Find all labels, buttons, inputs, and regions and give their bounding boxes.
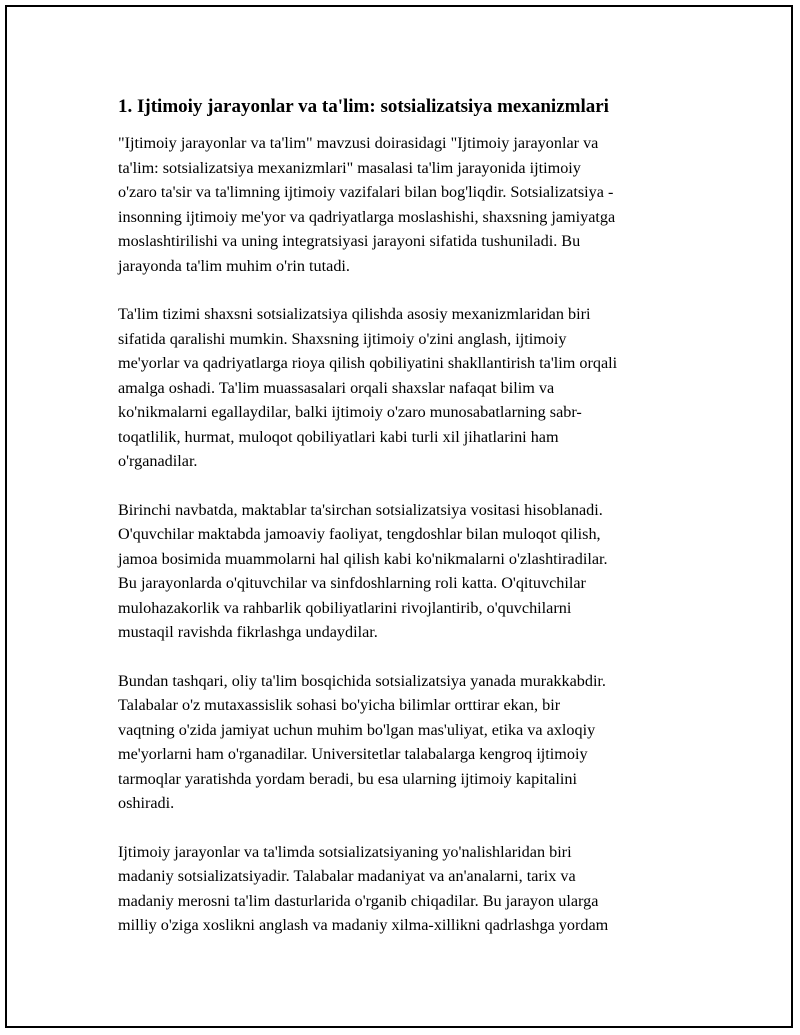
paragraph-4 — [118, 669, 694, 816]
paragraph-line: mustaqil ravishda fikrlashga undaydilar. — [118, 623, 378, 641]
paragraph-line: Birinchi navbatda, maktablar ta'sirchan sotsializatsiya vositasi hisoblanadi. — [118, 500, 603, 519]
paragraph-line: oshiradi. — [118, 794, 175, 812]
paragraph-line: ta'lim: sotsializatsiya mexanizmlari" masalasi ta'lim jarayonida ijtimoiy — [118, 158, 581, 177]
paragraph-line: moslashtirilishi va uning integratsiyasi jarayoni sifatida tushuniladi. Bu — [118, 232, 581, 250]
paragraph-line: o'zaro ta'sir va ta'limning ijtimoiy vazifalari bilan bog'liqdir. Sotsializatsiya - — [118, 183, 614, 201]
paragraph-line: Ta'lim tizimi shaxsni sotsializatsiya qilishda asosiy mexanizmlaridan biri — [118, 305, 591, 323]
paragraph-line: jamoa bosimida muammolarni hal qilish kabi ko'nikmalarni o'zlashtiradilar. — [118, 549, 608, 568]
paragraph-line: Talabalar o'z mutaxassislik sohasi bo'yicha bilimlar orttirar ekan, bir — [118, 696, 561, 714]
paragraph-line: vaqtning o'zida jamiyat uchun muhim bo'lgan mas'uliyat, etika va axloqiy — [118, 720, 596, 739]
paragraph-5 — [118, 840, 694, 938]
paragraph-line: me'yorlar va qadriyatlarga rioya qilish qobiliyatini shakllantirish ta'lim orqali — [118, 354, 618, 372]
paragraph-line: insonning ijtimoiy me'yor va qadriyatlarga moslashishi, shaxsning jamiyatga — [118, 207, 616, 226]
paragraph-1 — [118, 131, 694, 278]
paragraph-line: mulohazakorlik va rahbarlik qobiliyatlarini rivojlantirib, o'quvchilarni — [118, 598, 572, 617]
paragraph-line: jarayonda ta'lim muhim o'rin tutadi. — [118, 256, 350, 275]
paragraph-line: milliy o'ziga xoslikni anglash va madaniy xilma-xillikni qadrlashga yordam — [118, 916, 609, 934]
paragraph-line: O'quvchilar maktabda jamoaviy faoliyat, tengdoshlar bilan muloqot qilish, — [118, 525, 601, 543]
section-heading: 1. Ijtimoiy jarayonlar va ta'lim: sotsializatsiya mexanizmlari — [118, 96, 609, 117]
paragraph-line: Bundan tashqari, oliy ta'lim bosqichida sotsializatsiya yanada murakkabdir. — [118, 671, 606, 690]
paragraph-line: toqatlilik, hurmat, muloqot qobiliyatlari kabi turli xil jihatlarini ham — [118, 427, 559, 446]
paragraph-line: tarmoqlar yaratishda yordam beradi, bu esa ularning ijtimoiy kapitalini — [118, 769, 577, 788]
paragraph-line: madaniy merosni ta'lim dasturlarida o'rganib chiqadilar. Bu jarayon ularga — [118, 891, 599, 910]
paragraph-line: ko'nikmalarni egallaydilar, balki ijtimoiy o'zaro munosabatlarning sabr- — [118, 403, 582, 421]
paragraph-line: me'yorlarni ham o'rganadilar. Universitetlar talabalarga kengroq ijtimoiy — [118, 745, 588, 763]
paragraph-line: Ijtimoiy jarayonlar va ta'limda sotsializatsiyaning yo'nalishlaridan biri — [118, 842, 572, 861]
paragraph-line: amalga oshadi. Ta'lim muassasalari orqali shaxslar nafaqat bilim va — [118, 378, 555, 397]
paragraph-2 — [118, 302, 694, 474]
paragraph-line: "Ijtimoiy jarayonlar va ta'lim" mavzusi doirasidagi "Ijtimoiy jarayonlar va — [118, 134, 599, 152]
paragraph-line: sifatida qaralishi mumkin. Shaxsning ijtimoiy o'zini anglash, ijtimoiy — [118, 329, 567, 348]
paragraph-3 — [118, 498, 694, 645]
paragraph-line: madaniy sotsializatsiyadir. Talabalar madaniyat va an'analarni, tarix va — [118, 867, 576, 885]
paragraph-line: Bu jarayonlarda o'qituvchilar va sinfdoshlarning roli katta. O'qituvchilar — [118, 574, 586, 592]
paragraph-line: o'rganadilar. — [118, 452, 198, 470]
document-body — [118, 94, 694, 962]
